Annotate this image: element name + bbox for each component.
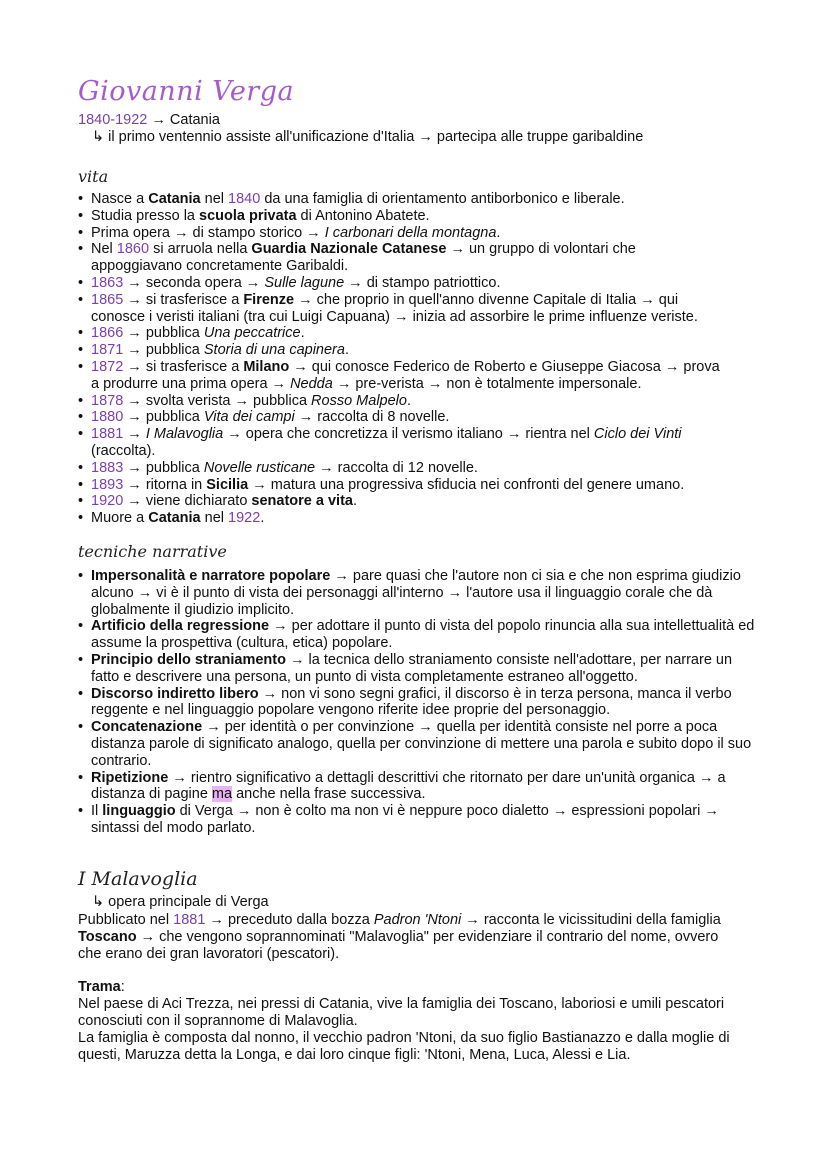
malavoglia-subnote: ↳ opera principale di Verga [92, 894, 269, 910]
list-item: • Studia presso la scuola privata di Antonino Abatete. [78, 208, 728, 225]
trama-paragraph-2: La famiglia è composta dal nonno, il vecchio padron 'Ntoni, da suo figlio Bastianazzo e dalla moglie di questi, Maruzza detta la Longa, e dai loro cinque figli: 'Ntoni, Mena, Luca, Alessi e Lia. [78, 1030, 730, 1063]
trama-label: Trama: [78, 979, 125, 995]
list-item: • Impersonalità e narratore popolare → pare quasi che l'autore non ci sia e che non esprima giudizio alcuno → vi è il punto di vista dei personaggi all'interno → l'autore usa il linguaggio corale che dà globalmente il giudizio implicito. [78, 568, 758, 618]
highlighted-word: ma [211, 786, 233, 803]
intro-note: ↳ il primo ventennio assiste all'unificazione d'Italia → partecipa alle truppe garibaldine [92, 129, 644, 145]
list-item: • Principio dello straniamento → la tecnica dello straniamento consiste nell'adottare, per narrare un fatto e descrivere una persona, un punto di vista completamente estraneo all'oggetto. [78, 652, 758, 686]
list-item: • 1878 → svolta verista → pubblica Rosso Malpelo. [78, 393, 728, 410]
list-item: • Il linguaggio di Verga → non è colto ma non vi è neppure poco dialetto → espressioni popolari → sintassi del modo parlato. [78, 803, 758, 837]
lifespan-place: → Catania [151, 112, 220, 128]
list-item: • Artificio della regressione → per adottare il punto di vista del popolo rinuncia alla sua intellettualità ed assume la prospettiva (cultura, etica) popolare. [78, 618, 758, 652]
list-item: • 1865 → si trasferisce a Firenze → che proprio in quell'anno divenne Capitale di Italia → qui conosce i veristi italiani (tra cui Luigi Capuana) → inizia ad assorbire le prime influenze veriste. [78, 292, 728, 326]
trama-paragraph-1: Nel paese di Aci Trezza, nei pressi di Catania, vive la famiglia dei Toscano, laboriosi e umili pescatori conosciuti con il soprannome di Malavoglia. [78, 996, 725, 1029]
list-item: • 1872 → si trasferisce a Milano → qui conosce Federico de Roberto e Giuseppe Giacosa → prova a produrre una prima opera → Nedda → pre-verista → non è totalmente impersonale. [78, 359, 728, 393]
section-heading-vita: vita [78, 167, 109, 186]
lifespan [78, 112, 220, 128]
list-item: • 1880 → pubblica Vita dei campi → raccolta di 8 novelle. [78, 409, 728, 426]
list-item: • 1863 → seconda opera → Sulle lagune → di stampo patriottico. [78, 275, 728, 292]
vita-list [78, 191, 728, 527]
page-title: Giovanni Verga [78, 76, 295, 107]
section-heading-malavoglia: I Malavoglia [78, 868, 198, 890]
list-item: • 1893 → ritorna in Sicilia → matura una progressiva sfiducia nei confronti del genere umano. [78, 477, 728, 494]
list-item: • Discorso indiretto libero → non vi sono segni grafici, il discorso è in terza persona, manca il verbo reggente e nel linguaggio popolare vengono riferite idee proprie del personaggio. [78, 686, 758, 720]
malavoglia-intro: Pubblicato nel 1881 → preceduto dalla bozza Padron 'Ntoni → racconta le vicissitudini della famiglia Toscano → che vengono soprannominati "Malavoglia" per evidenziare il contrario del nome, ovvero che erano dei gran lavoratori (pescatori). [78, 912, 721, 962]
list-item: • 1881 → I Malavoglia → opera che concretizza il verismo italiano → rientra nel Ciclo dei Vinti (raccolta). [78, 426, 728, 460]
list-item: • Nel 1860 si arruola nella Guardia Nazionale Catanese → un gruppo di volontari che appoggiavano concretamente Garibaldi. [78, 241, 728, 275]
list-item: • 1920 → viene dichiarato senatore a vita. [78, 493, 728, 510]
list-item: • Concatenazione → per identità o per convinzione → quella per identità consiste nel porre a poca distanza parole di significato analogo, quella per convinzione di mettere una parola e subito dopo il suo contrario. [78, 719, 758, 769]
list-item: • 1871 → pubblica Storia di una capinera. [78, 342, 728, 359]
lifespan-years: 1840-1922 [78, 112, 148, 128]
list-item: • 1866 → pubblica Una peccatrice. [78, 325, 728, 342]
list-item: • 1883 → pubblica Novelle rusticane → raccolta di 12 novelle. [78, 460, 728, 477]
list-item: • Muore a Catania nel 1922. [78, 510, 728, 527]
tecniche-list [78, 568, 758, 837]
section-heading-tecniche: tecniche narrative [78, 542, 227, 561]
list-item: • Ripetizione → rientro significativo a dettagli descrittivi che ritornato per dare un'unità organica → a distanza di pagine ma anche nella frase successiva. [78, 770, 758, 804]
list-item: • Prima opera → di stampo storico → I carbonari della montagna. [78, 225, 728, 242]
list-item: • Nasce a Catania nel 1840 da una famiglia di orientamento antiborbonico e liberale. [78, 191, 728, 208]
